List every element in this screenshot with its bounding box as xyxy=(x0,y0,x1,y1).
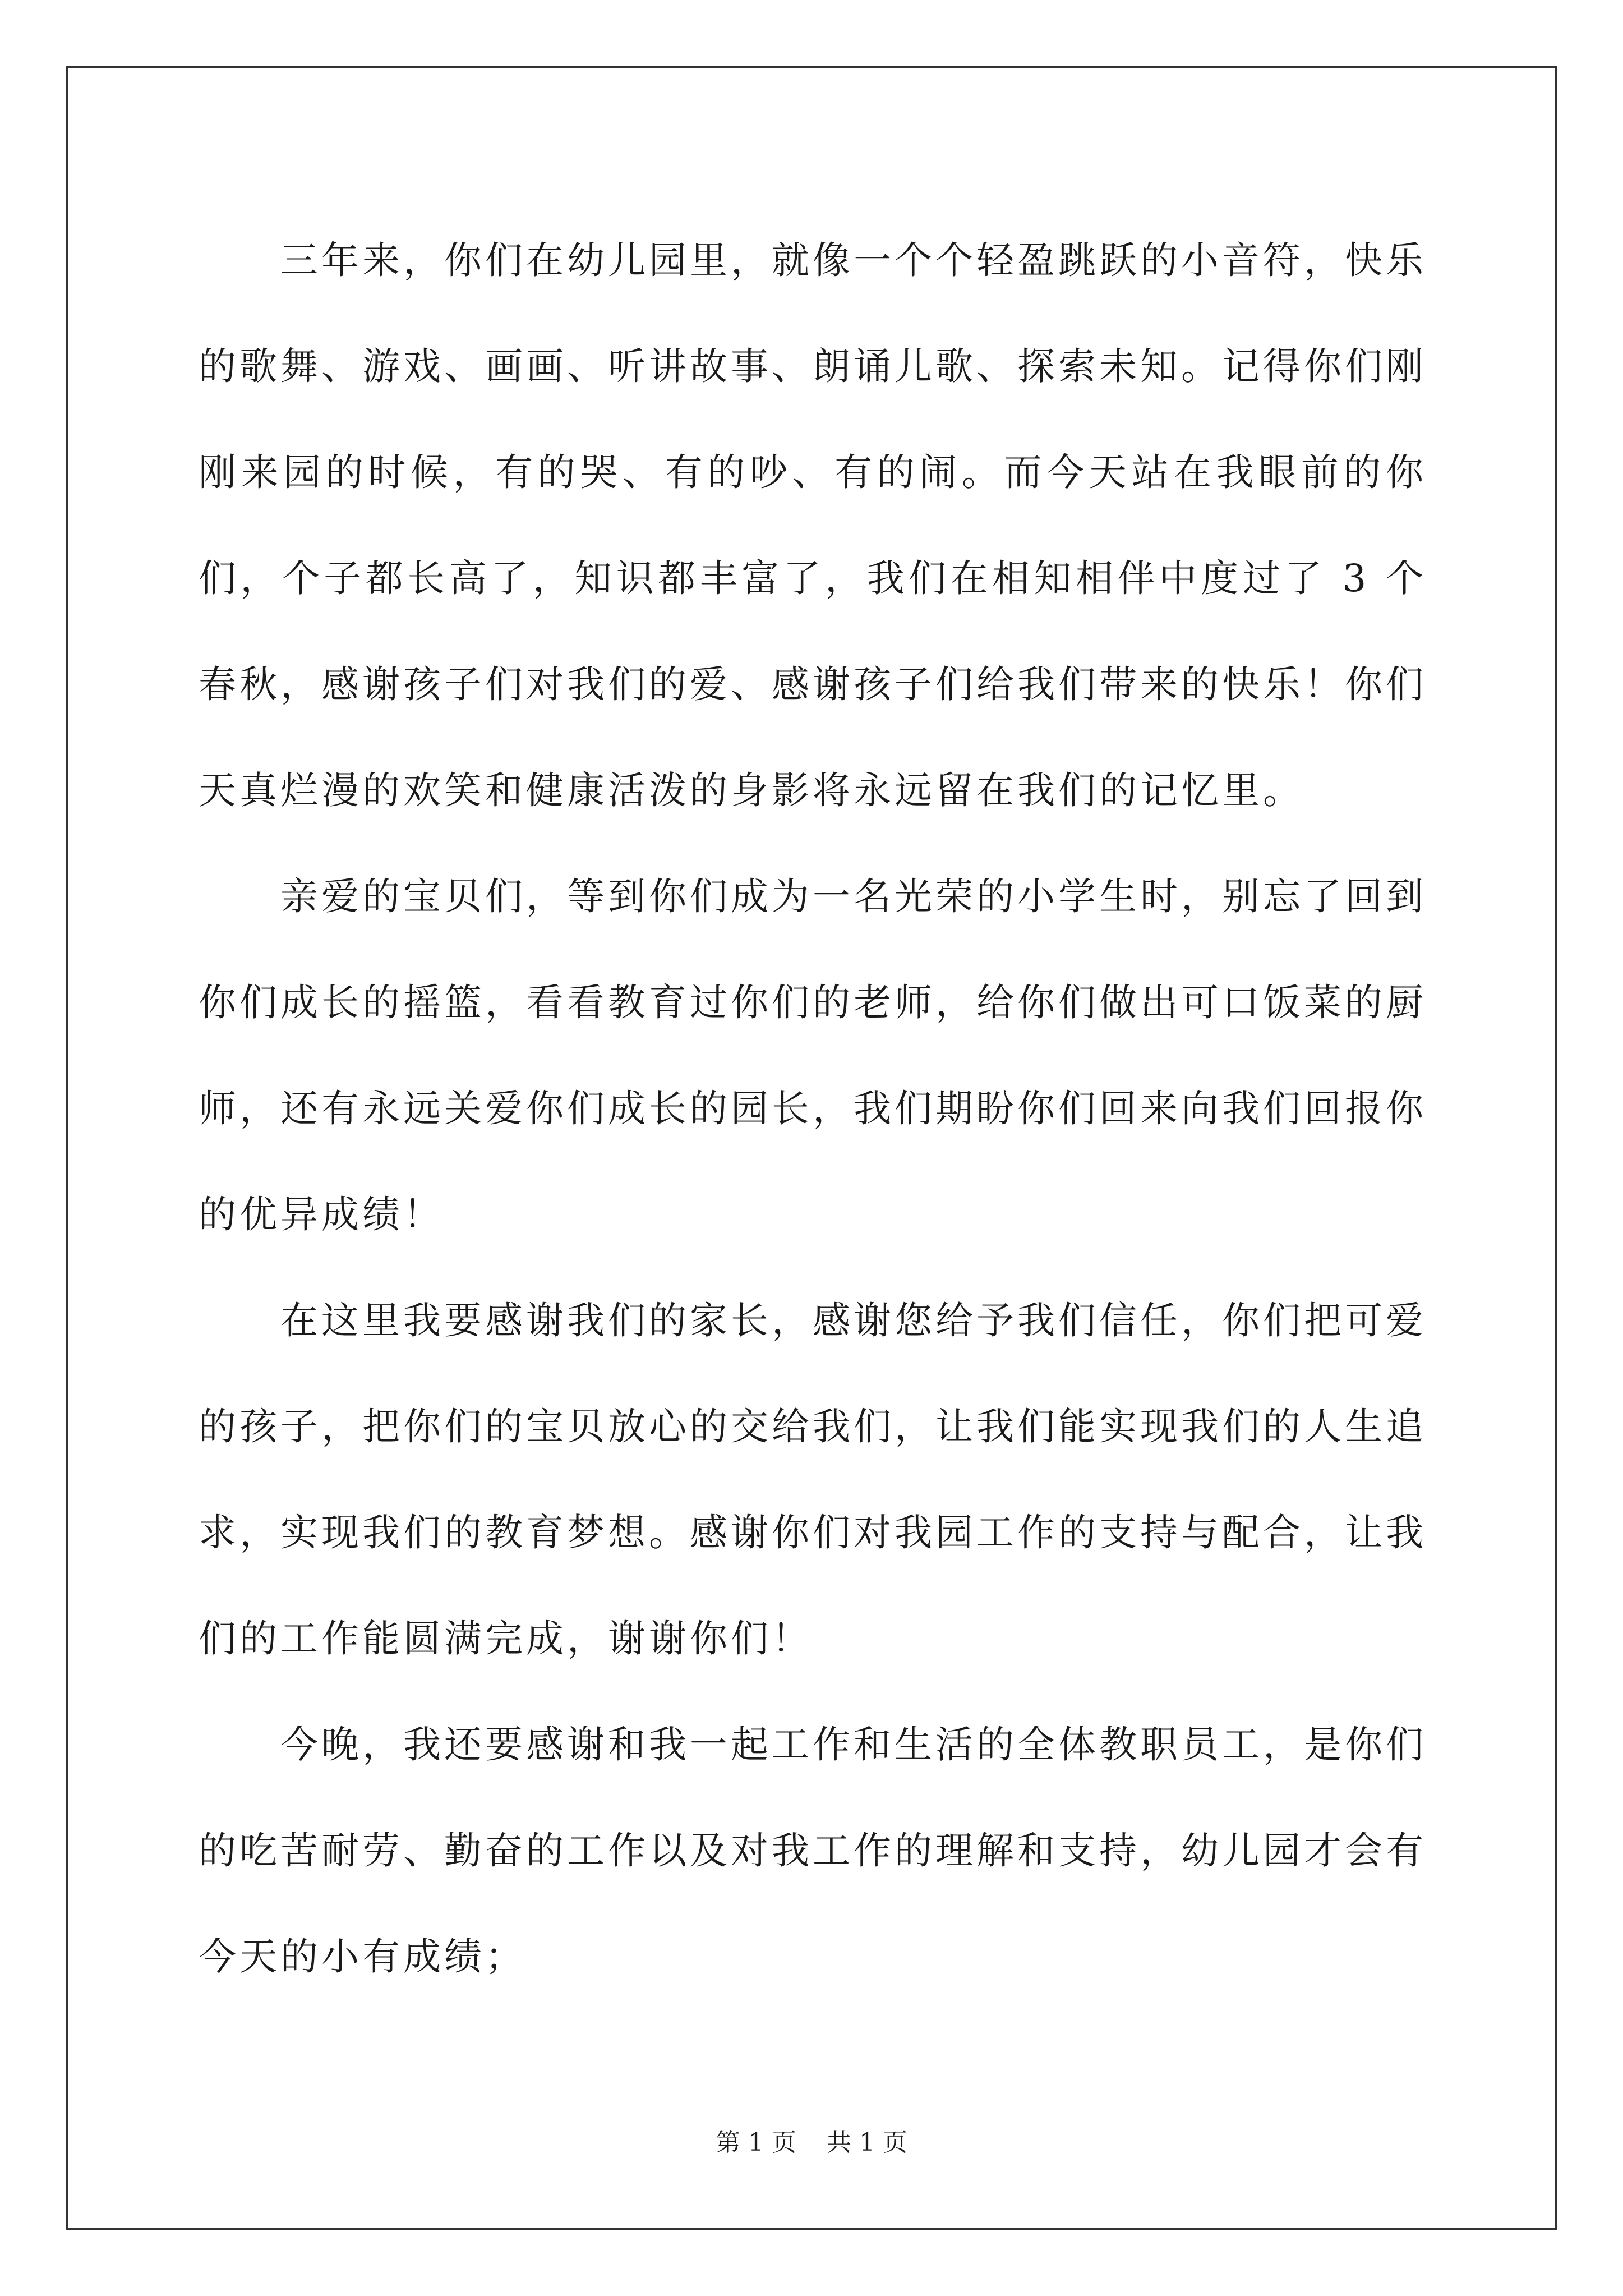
page-number-total: 共 1 页 xyxy=(827,2128,907,2157)
page-number-current: 第 1 页 xyxy=(716,2128,796,2157)
paragraph-3: 在这里我要感谢我们的家长，感谢您给予我们信任，你们把可爱的孩子，把你们的宝贝放心的交给我们，让我们能实现我们的人生追求，实现我们的教育梦想。感谢你们对我园工作的支持与配合，让我们的工作能圆满完成，谢谢你们！ xyxy=(199,1299,1427,1660)
document-body xyxy=(199,208,1427,2010)
page-footer xyxy=(0,2126,1623,2160)
paragraph-1: 三年来，你们在幼儿园里，就像一个个轻盈跳跃的小音符，快乐的歌舞、游戏、画画、听讲故事、朗诵儿歌、探索未知。记得你们刚刚来园的时候，有的哭、有的吵、有的闹。而今天站在我眼前的你们，个子都长高了，知识都丰富了，我们在相知相伴中度过了 3 个春秋，感谢孩子们对我们的爱、感谢孩子们给我们带来的快乐！你们天真烂漫的欢笑和健康活泼的身影将永远留在我们的记忆里。 xyxy=(199,238,1427,812)
paragraph-2: 亲爱的宝贝们，等到你们成为一名光荣的小学生时，别忘了回到你们成长的摇篮，看看教育过你们的老师，给你们做出可口饭菜的厨师，还有永远关爱你们成长的园长，我们期盼你们回来向我们回报你的优异成绩！ xyxy=(199,875,1427,1236)
paragraph-4: 今晚，我还要感谢和我一起工作和生活的全体教职员工，是你们的吃苦耐劳、勤奋的工作以及对我工作的理解和支持，幼儿园才会有今天的小有成绩； xyxy=(199,1723,1427,1978)
